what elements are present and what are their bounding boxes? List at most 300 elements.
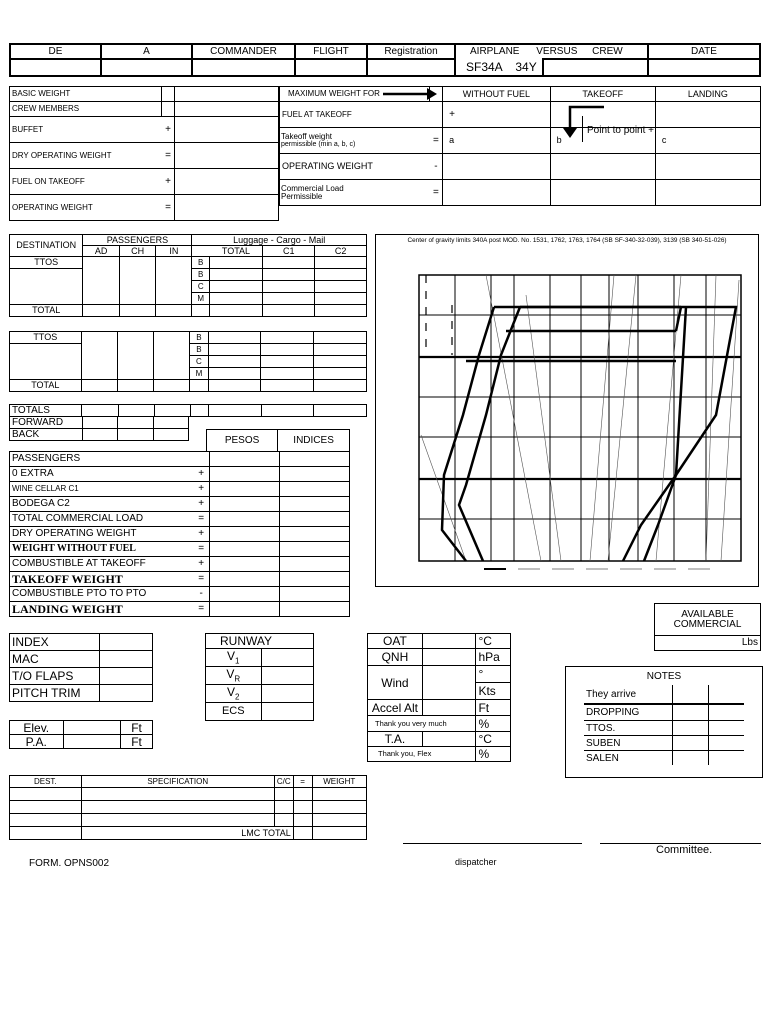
back-ad[interactable] xyxy=(82,429,117,441)
back-in[interactable] xyxy=(153,429,188,441)
index-label: INDEX xyxy=(10,634,100,651)
lmc-table xyxy=(9,775,367,840)
c1-header: C1 xyxy=(263,246,315,257)
ch-total-1[interactable] xyxy=(119,305,156,317)
header-versus: VERSUS xyxy=(536,45,578,57)
vr-sub: R xyxy=(234,674,241,684)
available-commercial-label xyxy=(655,604,761,636)
fuel-on-takeoff-op: + xyxy=(162,169,175,195)
vr-label xyxy=(206,667,262,685)
airplane-field[interactable] xyxy=(455,59,543,76)
weights-index-label: PASSENGERS xyxy=(10,452,194,467)
crew-members-field[interactable] xyxy=(175,102,279,117)
cargo-total-1a[interactable] xyxy=(210,257,263,269)
v1-sub: 1 xyxy=(235,656,240,666)
point-to-point-divider xyxy=(582,116,583,142)
notes-col-line-1 xyxy=(672,685,673,765)
takeoff-header: TAKEOFF xyxy=(550,87,655,102)
weights-index-op: - xyxy=(193,587,209,602)
hold-c-1: C xyxy=(192,281,210,293)
available-commercial-field[interactable] xyxy=(655,636,761,651)
ad-cell-1[interactable] xyxy=(83,257,119,305)
operating-weight-b-field[interactable] xyxy=(550,154,655,180)
notes-row-line-2 xyxy=(584,735,744,736)
commercial-load-label xyxy=(280,180,430,206)
fuel-on-takeoff-field[interactable] xyxy=(175,169,279,195)
notes-col-line-2 xyxy=(708,685,709,765)
pesos-field[interactable] xyxy=(210,587,280,602)
dest-cell-2[interactable] xyxy=(10,344,82,380)
weights-index-label: LANDING WEIGHT xyxy=(10,602,194,617)
indices-field[interactable] xyxy=(280,482,350,497)
pa-unit: Ft xyxy=(121,735,153,749)
pesos-field[interactable] xyxy=(210,497,280,512)
fuel-at-takeoff-spacer xyxy=(430,102,443,128)
weights-index-op: + xyxy=(193,527,209,542)
lmc-total-field[interactable] xyxy=(312,827,367,840)
cargo-c1-2b[interactable] xyxy=(261,344,314,356)
totals-in[interactable] xyxy=(154,405,190,417)
ta-field[interactable] xyxy=(422,732,476,747)
operating-weight-label: OPERATING WEIGHT xyxy=(10,195,162,221)
cargo-c1-2d[interactable] xyxy=(261,368,314,380)
cargo-total-sum-2[interactable] xyxy=(208,380,261,392)
total-header: TOTAL xyxy=(210,246,263,257)
available-label-2: COMMERCIAL xyxy=(673,618,742,630)
ttos-label-2: TTOS xyxy=(10,332,82,344)
dispatcher-signature-line[interactable] xyxy=(403,843,582,844)
lmc-weight-3[interactable] xyxy=(312,814,367,827)
cargo-c2-1b[interactable] xyxy=(315,269,367,281)
c2-header: C2 xyxy=(315,246,367,257)
notes-dropping: DROPPING xyxy=(586,707,640,718)
field-a[interactable] xyxy=(443,128,551,154)
airplane-value: SF34A xyxy=(466,60,503,74)
weights-index-label: DRY OPERATING WEIGHT xyxy=(10,527,194,542)
v1-field[interactable] xyxy=(261,649,313,667)
lmc-eq-2[interactable] xyxy=(293,801,312,814)
pesos-header-table xyxy=(206,429,350,452)
totals-hold xyxy=(190,405,208,417)
crew-members-op xyxy=(162,102,175,117)
weights-index-label: TAKEOFF WEIGHT xyxy=(10,572,194,587)
forward-in[interactable] xyxy=(153,417,188,429)
lmc-cc-header: C/C xyxy=(274,776,293,788)
ecs-label: ECS xyxy=(206,703,262,721)
buffet-label: BUFFET xyxy=(10,117,162,143)
oat-field[interactable] xyxy=(422,634,476,649)
hold-b-4: B xyxy=(190,344,208,356)
cargo-c1-sum-1[interactable] xyxy=(263,305,315,317)
forward-label: FORWARD xyxy=(10,417,83,429)
ch-cell-2[interactable] xyxy=(117,332,153,380)
commercial-load-op: = xyxy=(430,180,443,206)
hold-b-1: B xyxy=(192,257,210,269)
ch-cell-1[interactable] xyxy=(119,257,156,305)
dry-operating-weight-label: DRY OPERATING WEIGHT xyxy=(10,143,162,169)
cargo-c1-1a[interactable] xyxy=(263,257,315,269)
takeoff-weight-perm-line2: permissible (min a, b, c) xyxy=(281,141,356,148)
commander-field[interactable] xyxy=(192,59,295,76)
weights-index-label: TOTAL COMMERCIAL LOAD xyxy=(10,512,194,527)
pitch-trim-field[interactable] xyxy=(100,685,153,702)
cargo-c2-1a[interactable] xyxy=(315,257,367,269)
committee-label: Committee. xyxy=(656,844,713,856)
operating-weight-right-op: - xyxy=(430,154,443,180)
weights-index-label: WINE CELLAR C1 xyxy=(10,482,194,497)
thanks-label: Thank you very much xyxy=(375,718,447,728)
lmc-spec-1[interactable] xyxy=(81,788,274,801)
luggage-header: Luggage - Cargo - Mail xyxy=(192,235,367,246)
cg-chart-title: Center of gravity limits 340A post MOD. No. 1531, 1762, 1763, 1764 (SB SF-340-32-039), 3139 (SB 340-51-026) xyxy=(407,237,727,244)
weights-index-op: + xyxy=(193,482,209,497)
notes-row-line-1 xyxy=(584,720,744,721)
lmc-weight-1[interactable] xyxy=(312,788,367,801)
indices-field[interactable] xyxy=(280,557,350,572)
ad-total-1[interactable] xyxy=(83,305,119,317)
cargo-c2-2a[interactable] xyxy=(314,332,367,344)
pa-label: P.A. xyxy=(10,735,64,749)
lmc-eq-1[interactable] xyxy=(293,788,312,801)
lmc-weight-2[interactable] xyxy=(312,801,367,814)
in-total-1[interactable] xyxy=(156,305,192,317)
trim-table xyxy=(9,633,153,702)
totals-label: TOTALS xyxy=(10,405,82,417)
notes-arrive: They arrive xyxy=(586,689,637,700)
takeoff-weight-perm-op: = xyxy=(430,128,443,154)
oat-unit: °C xyxy=(476,634,511,649)
cargo-total-1b[interactable] xyxy=(210,269,263,281)
dest-cell-1[interactable] xyxy=(10,269,83,305)
header-crew: CREW xyxy=(592,45,623,57)
loadsheet-table-1 xyxy=(9,234,367,317)
flex-unit: % xyxy=(476,747,511,762)
accel-alt-label: Accel Alt xyxy=(368,700,423,716)
pesos-field[interactable] xyxy=(210,542,280,557)
totals-ch[interactable] xyxy=(118,405,154,417)
pesos-field[interactable] xyxy=(210,527,280,542)
cargo-c1-1c[interactable] xyxy=(263,281,315,293)
commercial-load-a-field[interactable] xyxy=(443,180,551,206)
lmc-total-eq xyxy=(293,827,312,840)
notes-box xyxy=(565,666,763,778)
wind-field[interactable] xyxy=(422,666,476,700)
totals-c2[interactable] xyxy=(314,405,367,417)
commercial-load-b-field[interactable] xyxy=(550,180,655,206)
fuel-at-takeoff-op: + xyxy=(449,108,455,120)
cargo-total-2b[interactable] xyxy=(208,344,261,356)
indices-field[interactable] xyxy=(280,467,350,482)
indices-field[interactable] xyxy=(280,512,350,527)
lmc-eq-header: = xyxy=(293,776,312,788)
indices-field[interactable] xyxy=(280,572,350,587)
v1-label xyxy=(206,649,262,667)
weights-index-label: WEIGHT WITHOUT FUEL xyxy=(10,542,194,557)
v2-sub: 2 xyxy=(235,692,240,702)
weights-index-op: = xyxy=(193,602,209,617)
cargo-c1-2a[interactable] xyxy=(261,332,314,344)
cargo-c2-sum-2[interactable] xyxy=(314,380,367,392)
weights-index-label: 0 EXTRA xyxy=(10,467,194,482)
indices-field[interactable] xyxy=(280,527,350,542)
pa-field[interactable] xyxy=(63,735,121,749)
cargo-total-1c[interactable] xyxy=(210,281,263,293)
basic-weight-label: BASIC WEIGHT xyxy=(10,87,162,102)
cg-chart-frame xyxy=(375,234,759,587)
wind-label: Wind xyxy=(368,666,423,700)
in-cell-2[interactable] xyxy=(154,332,190,380)
weights-index-label: COMBUSTIBLE PTO TO PTO xyxy=(10,587,194,602)
cargo-total-2d[interactable] xyxy=(208,368,261,380)
accel-alt-unit: Ft xyxy=(476,700,511,716)
right-arrow-icon xyxy=(383,86,439,102)
runway-table xyxy=(205,633,314,721)
cg-horizontal-grid xyxy=(419,315,741,519)
in-cell-1[interactable] xyxy=(156,257,192,305)
runway-label: RUNWAY xyxy=(220,634,272,648)
point-to-point-field[interactable] xyxy=(655,102,760,128)
crew-field[interactable] xyxy=(543,59,648,76)
fuel-at-takeoff-field[interactable] xyxy=(443,102,551,128)
cargo-total-1d[interactable] xyxy=(210,293,263,305)
mac-field[interactable] xyxy=(100,651,153,668)
pesos-field[interactable] xyxy=(210,482,280,497)
back-label: BACK xyxy=(10,429,83,441)
index-field[interactable] xyxy=(100,634,153,651)
cargo-c2-2d[interactable] xyxy=(314,368,367,380)
destination-header: DESTINATION xyxy=(10,235,83,257)
weights-index-op: + xyxy=(193,467,209,482)
vr-letter: V xyxy=(226,666,235,681)
cargo-c2-1d[interactable] xyxy=(315,293,367,305)
cargo-c1-1d[interactable] xyxy=(263,293,315,305)
col-a-label: a xyxy=(449,135,455,145)
lmc-dest-1[interactable] xyxy=(10,788,82,801)
cargo-c2-2c[interactable] xyxy=(314,356,367,368)
operating-weight-a-field[interactable] xyxy=(443,154,551,180)
commercial-load-c-field[interactable] xyxy=(655,180,760,206)
header-date: DATE xyxy=(648,44,760,59)
cargo-c1-2c[interactable] xyxy=(261,356,314,368)
weights-index-op: + xyxy=(193,497,209,512)
notes-title: NOTES xyxy=(646,671,682,682)
flex-label: Thank you, Flex xyxy=(378,749,432,759)
ad-total-2[interactable] xyxy=(81,380,117,392)
hold-total-blank-1 xyxy=(192,305,210,317)
cg-envelope-lines xyxy=(442,307,736,561)
header-de: DE xyxy=(10,44,101,59)
buffet-field[interactable] xyxy=(175,117,279,143)
ch-header: CH xyxy=(119,246,156,257)
cargo-c1-1b[interactable] xyxy=(263,269,315,281)
header-airplane-versus-crew xyxy=(455,44,648,59)
qnh-field[interactable] xyxy=(422,649,476,666)
pesos-field[interactable] xyxy=(210,557,280,572)
date-field[interactable] xyxy=(648,59,760,76)
cargo-c2-sum-1[interactable] xyxy=(315,305,367,317)
operating-weight-c-field[interactable] xyxy=(655,154,760,180)
elev-unit: Ft xyxy=(121,721,153,735)
lmc-total-label: LMC TOTAL xyxy=(81,827,293,840)
lmc-weight-header: WEIGHT xyxy=(312,776,367,788)
hold-b-2: B xyxy=(192,269,210,281)
dispatcher-label: dispatcher xyxy=(455,857,497,867)
lmc-cc-2[interactable] xyxy=(274,801,293,814)
lmc-spec-header: SPECIFICATION xyxy=(81,776,274,788)
weights-index-op: + xyxy=(193,557,209,572)
qnh-unit: hPa xyxy=(476,649,511,666)
lmc-dest-header: DEST. xyxy=(10,776,82,788)
ad-cell-2[interactable] xyxy=(81,332,117,380)
ecs-field[interactable] xyxy=(261,703,313,721)
fuel-at-takeoff-label: FUEL AT TAKEOFF xyxy=(280,102,430,128)
lmc-dest-4[interactable] xyxy=(10,827,82,840)
hold-m-1: M xyxy=(192,293,210,305)
lmc-cc-1[interactable] xyxy=(274,788,293,801)
thanks-row[interactable] xyxy=(368,716,476,732)
v2-field[interactable] xyxy=(261,685,313,703)
forward-ad[interactable] xyxy=(82,417,117,429)
elev-label: Elev. xyxy=(10,721,64,735)
v2-letter: V xyxy=(227,684,236,699)
registration-field[interactable] xyxy=(367,59,455,76)
loadsheet-table-2 xyxy=(9,331,367,392)
v2-label xyxy=(206,685,262,703)
weights-left-table xyxy=(9,86,279,221)
lmc-cc-3[interactable] xyxy=(274,814,293,827)
without-fuel-header: WITHOUT FUEL xyxy=(443,87,551,102)
indices-field[interactable] xyxy=(280,452,350,467)
cg-index-lines xyxy=(421,275,739,561)
to-flaps-field[interactable] xyxy=(100,668,153,685)
in-total-2[interactable] xyxy=(154,380,190,392)
cargo-c2-1c[interactable] xyxy=(315,281,367,293)
header-registration: Registration xyxy=(367,44,455,59)
flex-row[interactable] xyxy=(368,747,476,762)
forward-back-table xyxy=(9,416,189,441)
cg-plot-area xyxy=(419,275,741,561)
max-weight-text: MAXIMUM WEIGHT FOR xyxy=(288,89,380,98)
elev-field[interactable] xyxy=(63,721,121,735)
cargo-total-2c[interactable] xyxy=(208,356,261,368)
crew-members-label: CREW MEMBERS xyxy=(10,102,162,117)
to-flaps-label: T/O FLAPS xyxy=(10,668,100,685)
lmc-dest-2[interactable] xyxy=(10,801,82,814)
thanks-unit: % xyxy=(476,716,511,732)
indices-field[interactable] xyxy=(280,542,350,557)
ttos-label-1: TTOS xyxy=(10,257,83,269)
lmc-spec-3[interactable] xyxy=(81,814,274,827)
dry-operating-weight-field[interactable] xyxy=(175,143,279,169)
basic-weight-field[interactable] xyxy=(175,87,279,102)
a-field[interactable] xyxy=(101,59,192,76)
form-number: FORM. OPNS002 xyxy=(29,858,110,869)
ta-unit: °C xyxy=(476,732,511,747)
cargo-total-sum-1[interactable] xyxy=(210,305,263,317)
buffet-op: + xyxy=(162,117,175,143)
weights-index-op xyxy=(193,452,209,467)
ch-total-2[interactable] xyxy=(117,380,153,392)
available-commercial-table xyxy=(654,603,761,651)
mac-label: MAC xyxy=(10,651,100,668)
pitch-trim-label: PITCH TRIM xyxy=(10,685,100,702)
totals-c1[interactable] xyxy=(261,405,314,417)
weights-index-label: COMBUSTIBLE AT TAKEOFF xyxy=(10,557,194,572)
version-value: 34Y xyxy=(515,60,537,74)
field-c[interactable] xyxy=(655,128,760,154)
totals-cargo-total[interactable] xyxy=(208,405,261,417)
totals-ad[interactable] xyxy=(82,405,118,417)
in-header: IN xyxy=(156,246,192,257)
cargo-c2-2b[interactable] xyxy=(314,344,367,356)
col-c-label: c xyxy=(661,135,667,145)
dry-operating-weight-op: = xyxy=(162,143,175,169)
lmc-spec-2[interactable] xyxy=(81,801,274,814)
pesos-field[interactable] xyxy=(210,467,280,482)
notes-salen: SALEN xyxy=(586,753,619,764)
total-label-1: TOTAL xyxy=(10,305,83,317)
cargo-total-2a[interactable] xyxy=(208,332,261,344)
commercial-load-line2: Permissible xyxy=(281,191,323,201)
weights-index-table xyxy=(9,451,350,617)
pesos-field[interactable] xyxy=(210,572,280,587)
operating-weight-right-label: OPERATING WEIGHT xyxy=(280,154,430,180)
available-label-1: AVAILABLE xyxy=(681,608,734,620)
pesos-field[interactable] xyxy=(210,452,280,467)
de-field[interactable] xyxy=(10,59,101,76)
hold-b-3: B xyxy=(190,332,208,344)
notes-header-line xyxy=(584,703,744,705)
cargo-c1-sum-2[interactable] xyxy=(261,380,314,392)
indices-field[interactable] xyxy=(280,497,350,512)
lmc-dest-3[interactable] xyxy=(10,814,82,827)
weights-index-op: = xyxy=(193,572,209,587)
lmc-eq-3[interactable] xyxy=(293,814,312,827)
basic-weight-op xyxy=(162,87,175,102)
col-b-label: b xyxy=(556,135,562,145)
indices-header: INDICES xyxy=(278,430,350,452)
fuel-on-takeoff-label: FUEL ON TAKEOFF xyxy=(10,169,162,195)
operating-weight-field[interactable] xyxy=(175,195,279,221)
cg-envelope-chart xyxy=(376,235,758,586)
qnh-label: QNH xyxy=(368,649,423,666)
pesos-field[interactable] xyxy=(210,602,280,617)
hold-c-2: C xyxy=(190,356,208,368)
wind-unit-kts: Kts xyxy=(476,683,511,700)
notes-row-line-3 xyxy=(584,750,744,751)
commercial-load-line1: Commercial Load xyxy=(281,183,344,193)
header-commander: COMMANDER xyxy=(192,44,295,59)
weights-index-op: = xyxy=(193,512,209,527)
ta-label: T.A. xyxy=(368,732,423,747)
vr-field[interactable] xyxy=(261,667,313,685)
forward-ch[interactable] xyxy=(118,417,153,429)
indices-field[interactable] xyxy=(280,602,350,617)
takeoff-weight-perm-label xyxy=(280,128,430,154)
pesos-field[interactable] xyxy=(210,512,280,527)
flight-field[interactable] xyxy=(295,59,367,76)
v1-letter: V xyxy=(227,648,236,663)
hold-header-blank xyxy=(192,246,210,257)
weather-table xyxy=(367,633,511,762)
back-ch[interactable] xyxy=(118,429,153,441)
header-a: A xyxy=(101,44,192,59)
runway-row xyxy=(206,634,314,649)
weights-right-table xyxy=(279,86,761,206)
hold-total-blank-2 xyxy=(190,380,208,392)
indices-field[interactable] xyxy=(280,587,350,602)
accel-alt-field[interactable] xyxy=(422,700,476,716)
